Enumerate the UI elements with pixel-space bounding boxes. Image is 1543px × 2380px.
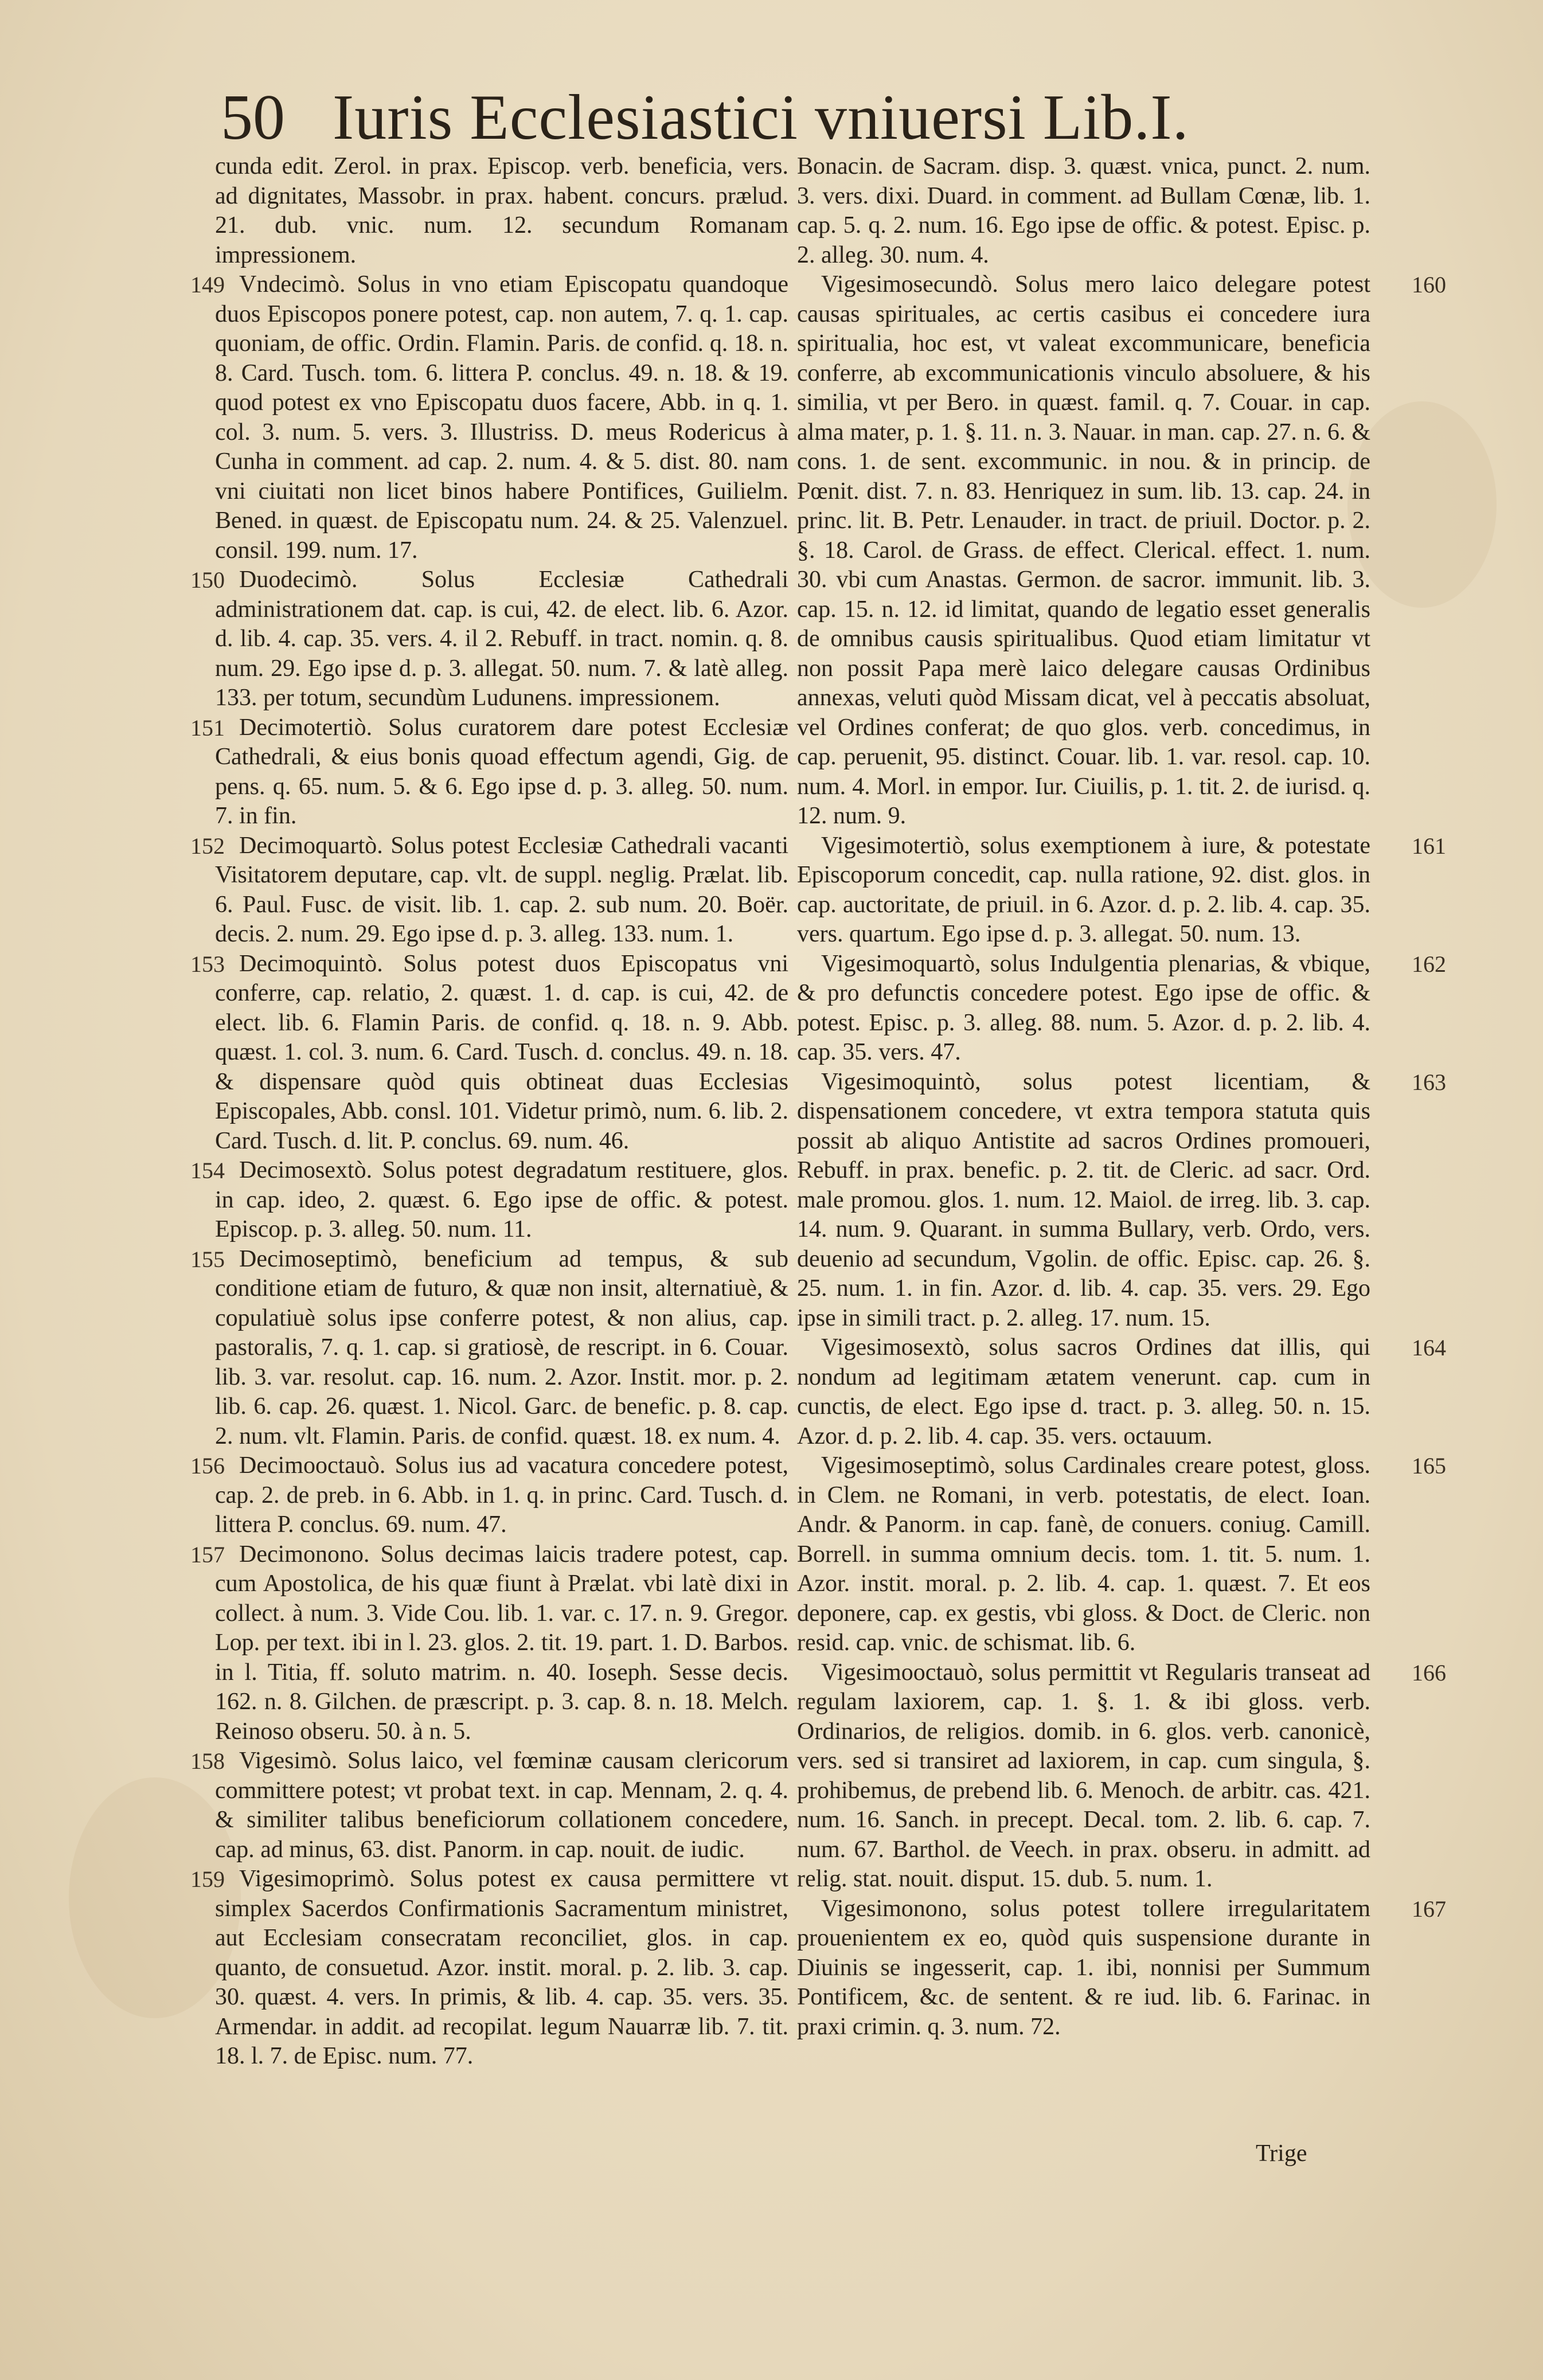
paragraph xyxy=(190,1746,788,1865)
paragraph-text: Vndecimò. Solus in vno etiam Episcopatu quandoque duos Episcopos ponere potest, cap. non autem, 7. q. 1. cap. quoniam, de offic. Ordin. Flamin. Paris. de confid. q. 18. n. 8. Card. Tusch. tom. 6. littera P. conclus. 49. n. 18. & 19. quod potest ex vno Episcopatu duos facere, Abb. in q. 1. col. 3. num. 5. vers. 3. Illustriss. D. meus Rodericus à Cunha in comment. ad cap. 2. num. 4. & 5. dist. 80. nam vni ciuitati non licet binos habere Pontifices, Guilielm. Bened. in quæst. de Episcopatu num. 24. & 25. Valenzuel. consil. 199. num. 17. xyxy=(215,271,788,564)
margin-number: 160 xyxy=(1412,272,1446,298)
paragraph xyxy=(797,831,1446,949)
paragraph-text: Vigesimosextò, solus sacros Ordines dat illis, qui nondum ad legitimam ætatem venerunt. cap. cum in cunctis, de elect. Ego ipse d. tract. p. 3. alleg. 50. n. 15. Azor. d. p. 2. lib. 4. cap. 35. vers. octauum. xyxy=(797,1334,1370,1449)
margin-number: 163 xyxy=(1412,1069,1446,1095)
paragraph-text: Decimooctauò. Solus ius ad vacatura concedere potest, cap. 2. de preb. in 6. Abb. in 1. q. in princ. Card. Tusch. d. littera P. conclus. 69. num. 47. xyxy=(215,1452,788,1538)
margin-number: 157 xyxy=(190,1541,225,1568)
page-header xyxy=(221,75,1505,161)
margin-number: 149 xyxy=(190,272,225,298)
margin-number: 150 xyxy=(190,567,225,593)
margin-number: 165 xyxy=(1412,1453,1446,1479)
margin-number: 166 xyxy=(1412,1659,1446,1686)
paragraph xyxy=(190,1156,788,1245)
paragraph-text: Decimonono. Solus decimas laicis tradere potest, cap. cum Apostolica, de his quæ fiunt à Prælat. vbi latè dixi in collect. à num. 3. Vide Cou. lib. 1. var. c. 17. n. 9. Gregor. Lop. per text. ibi in l. 23. glos. 2. tit. 19. part. 1. D. Barbos. in l. Titia, ff. soluto matrim. n. 40. Ioseph. Sesse decis. 162. n. 8. Gilchen. de præscript. p. 3. cap. 8. n. 18. Melch. Reinoso obseru. 50. à n. 5. xyxy=(215,1541,788,1745)
paragraph xyxy=(190,949,788,1156)
paragraph-text: Duodecimò. Solus Ecclesiæ Cathedrali administrationem dat. cap. is cui, 42. de elect. lib. 6. Azor. d. lib. 4. cap. 35. vers. 4. il 2. Rebuff. in tract. nomin. q. 8. num. 29. Ego ipse d. p. 3. allegat. 50. num. 7. & latè alleg. 133. per totum, secundùm Ludunens. impressionem. xyxy=(215,566,788,711)
margin-number: 156 xyxy=(190,1453,225,1479)
paragraph-text: Vigesimoquartò, solus Indulgentia plenarias, & vbique, & pro defunctis concedere potest. Ego ipse de offic. & potest. Episc. p. 3. alleg. 88. num. 5. Azor. d. p. 2. lib. 4. cap. 35. vers. 47. xyxy=(797,950,1370,1065)
margin-number: 153 xyxy=(190,951,225,977)
paragraph-text: Decimoseptimò, beneficium ad tempus, & sub conditione etiam de futuro, & quæ non insit, alternatiuè, & copulatiuè solus ipse conferre potest, & non alius, cap. pastoralis, 7. q. 1. cap. si gratiosè, de rescript. in 6. Couar. lib. 3. var. resolut. cap. 16. num. 2. Azor. Instit. mor. p. 2. lib. 6. cap. 26. quæst. 1. Nicol. Garc. de benefic. p. 8. cap. 2. num. vlt. Flamin. Paris. de confid. quæst. 18. ex num. 4. xyxy=(215,1245,788,1449)
paragraph xyxy=(190,1245,788,1452)
paragraph-text: Vigesimoseptimò, solus Cardinales creare potest, gloss. in Clem. ne Romani, in verb. potestatis, de elect. Ioan. Andr. & Panorm. in cap. fanè, de conuers. coniug. Camill. Borrell. in summa omnium decis. tom. 1. tit. 5. num. 1. Azor. instit. moral. p. 2. lib. 4. cap. 1. quæst. 7. Et eos deponere, cap. ex gestis, vbi gloss. & Doct. de Cleric. non resid. cap. vnic. de schismat. lib. 6. xyxy=(797,1452,1370,1656)
paragraph-text: Decimoquintò. Solus potest duos Episcopatus vni conferre, cap. relatio, 2. quæst. 1. d. cap. is cui, 42. de elect. lib. 6. Flamin Paris. de confid. q. 18. n. 9. Abb. quæst. 1. col. 3. num. 6. Card. Tusch. d. conclus. 49. n. 18. & dispensare quòd quis obtineat duas Ecclesias Episcopales, Abb. consl. 101. Videtur primò, num. 6. lib. 2. Card. Tusch. d. lit. P. conclus. 69. num. 46. xyxy=(215,950,788,1154)
paragraph xyxy=(215,152,788,270)
paragraph-text: Vigesimoprimò. Solus potest ex causa permittere vt simplex Sacerdos Confirmationis Sacramentum ministret, aut Ecclesiam consecratam reconciliet, glos. in cap. quanto, de consuetud. Azor. instit. moral. p. 2. lib. 3. cap. 30. quæst. 4. vers. In primis, & lib. 4. cap. 35. vers. 35. Armendar. in addit. ad recopilat. legum Nauarræ lib. 7. tit. 18. l. 7. de Episc. num. 77. xyxy=(215,1866,788,2069)
margin-number: 154 xyxy=(190,1158,225,1183)
page-number: 50 xyxy=(221,82,285,153)
paragraph xyxy=(797,152,1370,270)
paragraph xyxy=(797,270,1446,831)
right-text-column xyxy=(797,152,1446,2042)
paragraph xyxy=(797,949,1446,1068)
margin-number: 155 xyxy=(190,1246,225,1272)
paragraph xyxy=(797,1333,1446,1451)
paragraph xyxy=(190,1540,788,1747)
margin-number: 159 xyxy=(190,1866,225,1892)
margin-number: 164 xyxy=(1412,1335,1446,1361)
left-text-column xyxy=(190,152,788,2072)
margin-number: 162 xyxy=(1412,951,1446,977)
paragraph xyxy=(190,565,788,713)
paragraph xyxy=(190,713,788,831)
margin-number: 151 xyxy=(190,714,225,741)
margin-number: 152 xyxy=(190,833,225,859)
margin-number: 158 xyxy=(190,1748,225,1774)
catchword: Trige xyxy=(1256,2140,1307,2167)
paragraph-text: Decimotertiò. Solus curatorem dare potest Ecclesiæ Cathedrali, & eius bonis quoad effectum agendi, Gig. de pens. q. 65. num. 5. & 6. Ego ipse d. p. 3. alleg. 50. num. 7. in fin. xyxy=(215,714,788,829)
paragraph-text: cunda edit. Zerol. in prax. Episcop. verb. beneficia, vers. ad dignitates, Massobr. in prax. habent. concurs. prælud. 21. dub. vnic. num. 12. secundum Romanam impressionem. xyxy=(215,153,788,268)
paragraph xyxy=(190,831,788,949)
paragraph-text: Vigesimoquintò, solus potest licentiam, & dispensationem concedere, vt extra tempora statuta quis possit ab aliquo Antistite ad sacros Ordines promoueri, Rebuff. in prax. benefic. p. 2. tit. de Cleric. ad sacr. Ord. male promou. glos. 1. num. 12. Maiol. de irreg. lib. 3. cap. 14. num. 9. Quarant. in summa Bullary, verb. Ordo, vers. deuenio ad secundum, Vgolin. de offic. Episc. cap. 26. §. 25. num. 1. in fin. Azor. d. lib. 4. cap. 35. vers. 29. Ego ipse in simili tract. p. 2. alleg. 17. num. 15. xyxy=(797,1068,1370,1331)
paragraph-text: Vigesimotertiò, solus exemptionem à iure, & potestate Episcoporum concedit, cap. nulla ratione, 92. dist. glos. in cap. auctoritate, de priuil. in 6. Azor. d. p. 2. lib. 4. cap. 35. vers. quartum. Ego ipse d. p. 3. allegat. 50. num. 13. xyxy=(797,832,1370,947)
paragraph-text: Vigesimosecundò. Solus mero laico delegare potest causas spirituales, ac certis casibus ei concedere iura spiritualia, hoc est, vt valeat excommunicare, beneficia conferre, ab excommunicationis vinculo absoluere, & his similia, vt per Bero. in quæst. famil. q. 7. Couar. in cap. alma mater, p. 1. §. 11. n. 3. Nauar. in man. cap. 27. n. 6. & cons. 1. de sent. excommunic. in nou. & in princip. de Pœnit. dist. 7. n. 83. Henriquez in sum. lib. 13. cap. 24. in princ. lit. B. Petr. Lenauder. in tract. de priuil. Doctor. p. 2. §. 18. Carol. de Grass. de effect. Clerical. effect. 1. num. 30. vbi cum Anastas. Germon. de sacror. immunit. lib. 3. cap. 15. n. 12. id limitat, quando de legatio esset generalis de omnibus causis spiritualibus. Quod etiam limitatur vt non possit Papa merè laico delegare causas Ordinibus annexas, veluti quòd Missam dicat, vel à peccatis absoluat, vel Ordines conferat; de quo glos. verb. concedimus, in cap. peruenit, 95. distinct. Couar. lib. 1. var. resol. cap. 10. num. 4. Morl. in empor. Iur. Ciuilis, p. 1. tit. 2. de iurisd. q. 12. num. 9. xyxy=(797,271,1370,829)
margin-number: 167 xyxy=(1412,1896,1446,1922)
paragraph-text: Bonacin. de Sacram. disp. 3. quæst. vnica, punct. 2. num. 3. vers. dixi. Duard. in comment. ad Bullam Cœnæ, lib. 1. cap. 5. q. 2. num. 16. Ego ipse de offic. & potest. Episc. p. 2. alleg. 30. num. 4. xyxy=(797,153,1370,268)
paragraph xyxy=(190,270,788,565)
running-title: Iuris Ecclesiastici vniuersi Lib.I. xyxy=(333,82,1189,153)
paragraph xyxy=(190,1451,788,1540)
paragraph xyxy=(797,1894,1446,2042)
paragraph-text: Vigesimonono, solus potest tollere irregularitatem prouenientem ex eo, quòd quis suspensione durante in Diuinis se ingesserit, cap. 1. ibi, nonnisi per Summum Pontificem, &c. de sentent. & re iud. lib. 6. Farinac. in praxi crimin. q. 3. num. 72. xyxy=(797,1895,1370,2040)
paragraph xyxy=(797,1658,1446,1894)
paragraph-text: Vigesimooctauò, solus permittit vt Regularis transeat ad regulam laxiorem, cap. 1. §. 1. & ibi gloss. verb. Ordinarios, de religios. domib. in 6. glos. verb. canonicè, vers. sed si transiret ad laxiorem, in cap. cum singula, §. prohibemus, de prebend lib. 6. Menoch. de arbitr. cas. 421. num. 16. Sanch. in precept. Decal. tom. 2. lib. 6. cap. 7. num. 67. Barthol. de Veech. in prax. obseru. in admitt. ad relig. stat. nouit. disput. 15. dub. 5. num. 1. xyxy=(797,1659,1370,1892)
paragraph-text: Vigesimò. Solus laico, vel fœminæ causam clericorum committere potest; vt probat text. in cap. Mennam, 2. q. 4. & similiter talibus beneficiorum collationem concedere, cap. ad minus, 63. dist. Panorm. in cap. nouit. de iudic. xyxy=(215,1748,788,1863)
paragraph-text: Decimosextò. Solus potest degradatum restituere, glos. in cap. ideo, 2. quæst. 6. Ego ipse de offic. & potest. Episcop. p. 3. alleg. 50. num. 11. xyxy=(215,1157,788,1242)
paragraph xyxy=(797,1451,1446,1658)
paragraph-text: Decimoquartò. Solus potest Ecclesiæ Cathedrali vacanti Visitatorem deputare, cap. vlt. de suppl. neglig. Prælat. lib. 6. Paul. Fusc. de visit. lib. 1. cap. 2. sub num. 20. Boër. decis. 2. num. 29. Ego ipse d. p. 3. alleg. 133. num. 1. xyxy=(215,832,788,947)
paragraph xyxy=(190,1865,788,2072)
paragraph xyxy=(797,1068,1446,1334)
margin-number: 161 xyxy=(1412,833,1446,859)
